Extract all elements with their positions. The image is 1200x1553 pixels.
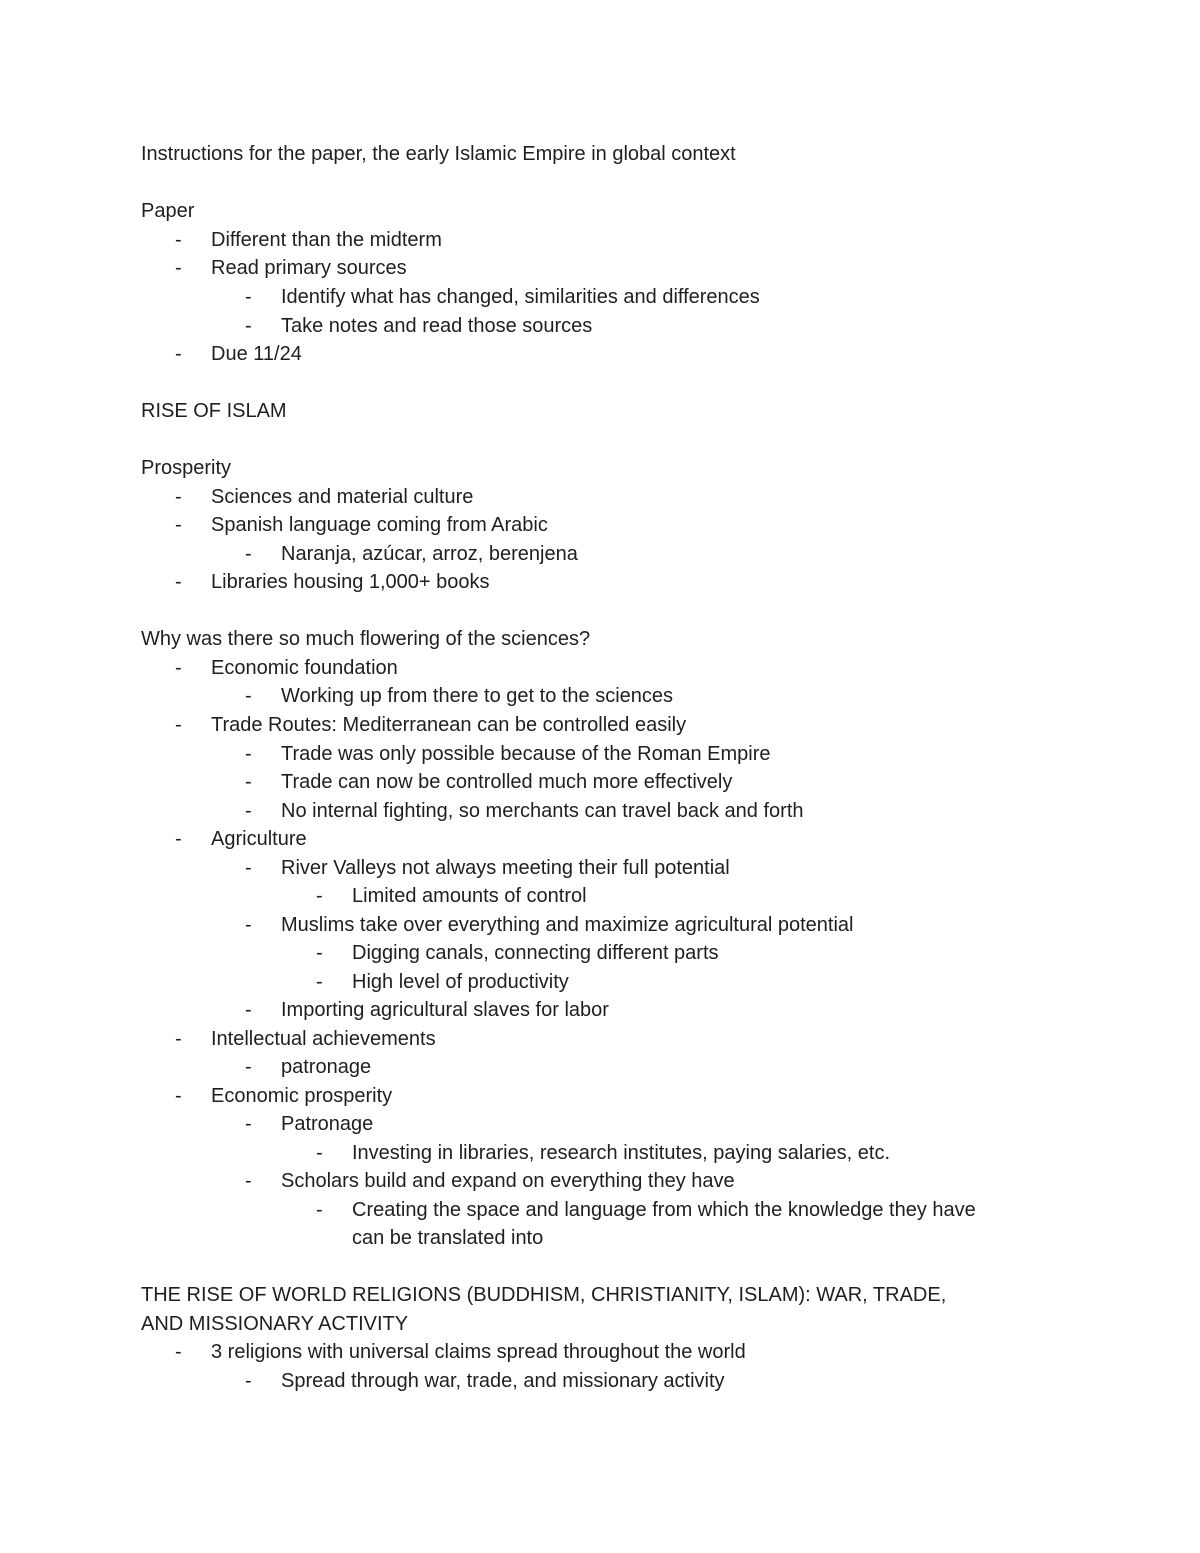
section-heading-rise-of-islam: RISE OF ISLAM — [141, 400, 287, 422]
bullet-dash: - — [175, 1341, 182, 1363]
bullet-dash: - — [245, 286, 252, 308]
bullet-dash: - — [245, 685, 252, 707]
section-heading-flowering: Why was there so much flowering of the sciences? — [141, 628, 591, 650]
bullet-dash: - — [245, 857, 252, 879]
section-heading-world-religions: THE RISE OF WORLD RELIGIONS (BUDDHISM, CHRISTIANITY, ISLAM): WAR, TRADE, — [141, 1284, 947, 1306]
bullet-dash: - — [175, 257, 182, 279]
section-heading-paper: Paper — [141, 200, 195, 222]
bullet-dash: - — [175, 514, 182, 536]
bullet-dash: - — [316, 885, 323, 907]
bullet-dash: - — [245, 914, 252, 936]
document-title: Instructions for the paper, the early Islamic Empire in global context — [141, 143, 736, 165]
bullet-dash: - — [245, 743, 252, 765]
bullet-dash: - — [245, 1056, 252, 1078]
bullet-dash: - — [245, 800, 252, 822]
bullet-dash: - — [245, 1170, 252, 1192]
bullet-dash: - — [316, 971, 323, 993]
bullet-dash: - — [175, 229, 182, 251]
bullet-dash: - — [175, 571, 182, 593]
bullet-dash: - — [316, 1142, 323, 1164]
bullet-dash: - — [245, 1113, 252, 1135]
document-page: Instructions for the paper, the early Islamic Empire in global context Paper - Different than the midterm - Read primary sources - Identify what has changed, similarities and differences - Take notes and read those sources - Due 11/24 RISE OF ISLAM Prosperity - Sciences and material culture - Spanish language coming from Arabic - Naranja, azúcar, arroz, berenjena - Libraries housing 1,000+ books Why was there so much flowering of the sciences? - Economic foundation - Working up from there to get to the sciences - Trade Routes: Mediterranean can be controlled easily - Trade was only possible because of the Roman Empire - Trade can now be controlled much more effectively - No internal fighting, so merchants can travel back and forth - Agriculture - River Valleys not always meeting their full potential - Limited amounts of control - Muslims take over everything and maximize agricultural potential - Digging canals, connecting different parts - High level of productivity - Importing agricultural slaves for labor - Intellectual achievements - patronage - Economic prosperity - Patronage - Investing in libraries, research institutes, paying salaries, etc. - Scholars build and expand on everything they have - Creating the space and language from which the knowledge they have can be translated into THE RISE OF WORLD RELIGIONS (BUDDHISM, CHRISTIANITY, ISLAM): WAR, TRADE, AND MISSIONARY ACTIVITY - 3 religions with universal claims spread throughout the world - Spread through war, trade, and missionary activity — [0, 0, 1200, 1553]
bullet-dash: - — [316, 1199, 323, 1221]
bullet-dash: - — [175, 1028, 182, 1050]
bullet-dash: - — [175, 486, 182, 508]
bullet-dash: - — [245, 999, 252, 1021]
bullet-dash: - — [316, 942, 323, 964]
bullet-dash: - — [245, 315, 252, 337]
bullet-dash: - — [175, 1085, 182, 1107]
bullet-dash: - — [175, 657, 182, 679]
bullet-dash: - — [245, 771, 252, 793]
bullet-dash: - — [245, 543, 252, 565]
section-heading-world-religions-cont: AND MISSIONARY ACTIVITY — [141, 1313, 409, 1335]
bullet-dash: - — [175, 714, 182, 736]
bullet-dash: - — [175, 343, 182, 365]
section-heading-prosperity: Prosperity — [141, 457, 232, 479]
bullet-dash: - — [245, 1370, 252, 1392]
bullet-dash: - — [175, 828, 182, 850]
